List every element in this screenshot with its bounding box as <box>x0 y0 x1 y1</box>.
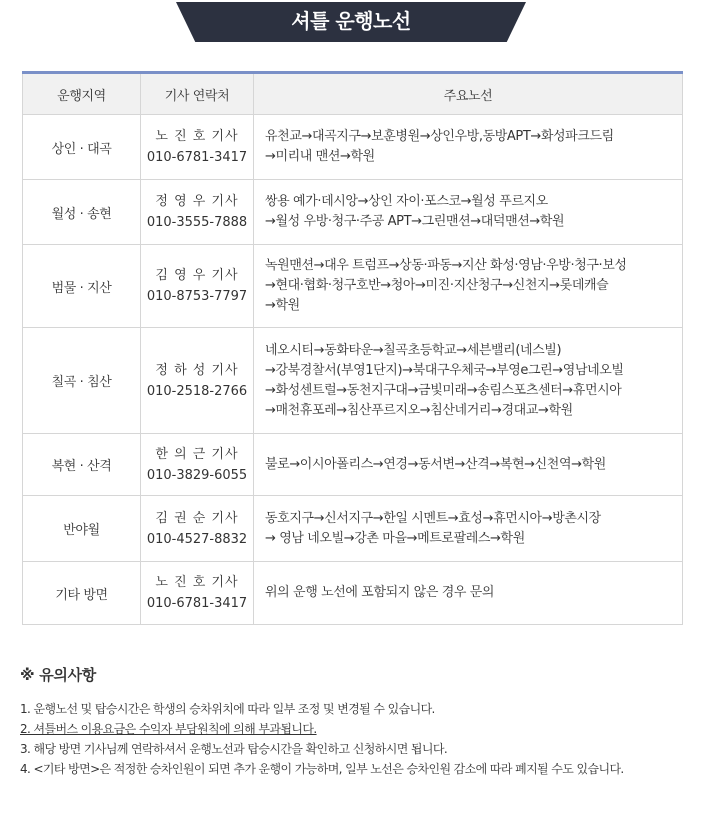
route-line: →현대·협화·청구호반→청아→미진·지산청구→신천지→롯데캐슬 <box>265 278 609 293</box>
region-cell: 상인 · 대곡 <box>23 115 141 180</box>
region-cell: 칠곡 · 침산 <box>23 328 141 434</box>
table-row <box>23 328 683 434</box>
driver-contact-cell <box>141 434 254 496</box>
region-cell: 복현 · 산격 <box>23 434 141 496</box>
driver-phone[interactable]: 010-3829-6055 <box>146 467 248 483</box>
route-line: →학원 <box>265 298 300 313</box>
driver-contact-cell <box>141 180 254 245</box>
driver-name: 김 영 우 기사 <box>155 268 239 283</box>
driver-phone[interactable]: 010-6781-3417 <box>146 596 248 611</box>
driver-contact-cell <box>141 496 254 562</box>
driver-contact-cell <box>141 562 254 625</box>
table-row <box>23 562 683 625</box>
shuttle-route-table <box>22 71 683 625</box>
notice-item-text: 2. 셔틀버스 이용요금은 수익자 부담원칙에 의해 부과됩니다. <box>20 722 317 736</box>
route-line: →월성 우방·청구·주공 APT→그린맨션→대덕맨션→학원 <box>265 214 565 229</box>
notice-section <box>20 664 690 779</box>
route-cell <box>254 496 683 562</box>
region-cell: 기타 방면 <box>23 562 141 625</box>
header-main-route: 주요노선 <box>254 73 683 115</box>
driver-name: 정 하 성 기사 <box>155 362 239 378</box>
table-row <box>23 115 683 180</box>
region-cell: 반야월 <box>23 496 141 562</box>
route-line: →강북경찰서(부영1단지)→북대구우체국→부영e그린→영남네오빌 <box>265 362 624 378</box>
notice-item: 4. <기타 방면>은 적정한 승차인원이 되면 추가 운행이 가능하며, 일부 노선은 승차인원 감소에 따라 폐지될 수도 있습니다. <box>20 762 624 776</box>
driver-name: 김 권 순 기사 <box>155 510 239 526</box>
route-line: 쌍용 예가·데시앙→상인 자이·포스코→월성 푸르지오 <box>265 194 548 209</box>
route-line: →미리내 맨션→학원 <box>265 149 375 164</box>
route-line: 동호지구→신서지구→한일 시멘트→효성→휴먼시아→방촌시장 <box>265 510 601 526</box>
route-cell <box>254 562 683 625</box>
notice-item: 3. 해당 방면 기사님께 연락하셔서 운행노선과 탑승시간을 확인하고 신청하시면 됩니다. <box>20 742 448 756</box>
region-cell: 범물 · 지산 <box>23 245 141 328</box>
driver-contact-cell <box>141 115 254 180</box>
driver-phone[interactable]: 010-6781-3417 <box>146 150 248 165</box>
driver-phone[interactable]: 010-8753-7797 <box>146 289 248 304</box>
route-line: →매천휴포레→침산푸르지오→침산네거리→경대교→학원 <box>265 402 573 418</box>
route-cell <box>254 245 683 328</box>
driver-phone[interactable]: 010-3555-7888 <box>146 215 248 230</box>
route-line: 위의 운행 노선에 포함되지 않은 경우 문의 <box>265 585 495 600</box>
notice-item: 1. 운행노선 및 탑승시간은 학생의 승차위치에 따라 일부 조정 및 변경될 수 있습니다. <box>20 702 435 716</box>
table-header-row <box>23 73 683 115</box>
route-cell <box>254 115 683 180</box>
driver-name: 정 영 우 기사 <box>155 194 239 209</box>
header-region: 운행지역 <box>23 73 141 115</box>
driver-name: 노 진 호 기사 <box>155 129 239 144</box>
region-cell: 월성 · 송현 <box>23 180 141 245</box>
table-row <box>23 496 683 562</box>
route-line: 유천교→대곡지구→보훈병원→상인우방,동방APT→화성파크드림 <box>265 129 614 144</box>
route-cell <box>254 328 683 434</box>
title-banner <box>0 0 703 42</box>
notice-list <box>20 699 690 779</box>
page-title: 셔틀 운행노선 <box>291 9 411 33</box>
route-cell <box>254 180 683 245</box>
table-row <box>23 434 683 496</box>
header-driver-contact: 기사 연락처 <box>141 73 254 115</box>
driver-name: 노 진 호 기사 <box>155 575 239 590</box>
driver-phone[interactable]: 010-4527-8832 <box>146 531 248 547</box>
driver-contact-cell <box>141 245 254 328</box>
route-line: →화성센트럴→동천지구대→금빛미래→송림스포츠센터→휴먼시아 <box>265 382 622 398</box>
driver-name: 한 의 근 기사 <box>155 446 239 462</box>
route-cell <box>254 434 683 496</box>
table-row <box>23 180 683 245</box>
notice-item <box>20 719 690 739</box>
notice-title: ※ 유의사항 <box>20 666 96 684</box>
driver-contact-cell <box>141 328 254 434</box>
table-row <box>23 245 683 328</box>
route-line: 네오시티→동화타운→칠곡초등학교→세븐밸리(네스빌) <box>265 342 562 358</box>
route-line: 녹원맨션→대우 트럼프→상동·파동→지산 화성·영남·우방·청구·보성 <box>265 258 627 273</box>
route-line: → 영남 네오빌→강촌 마을→메트로팔레스→학원 <box>265 530 525 546</box>
route-line: 불로→이시아폴리스→연경→동서변→산격→복현→신천역→학원 <box>265 456 606 472</box>
driver-phone[interactable]: 010-2518-2766 <box>146 383 248 399</box>
